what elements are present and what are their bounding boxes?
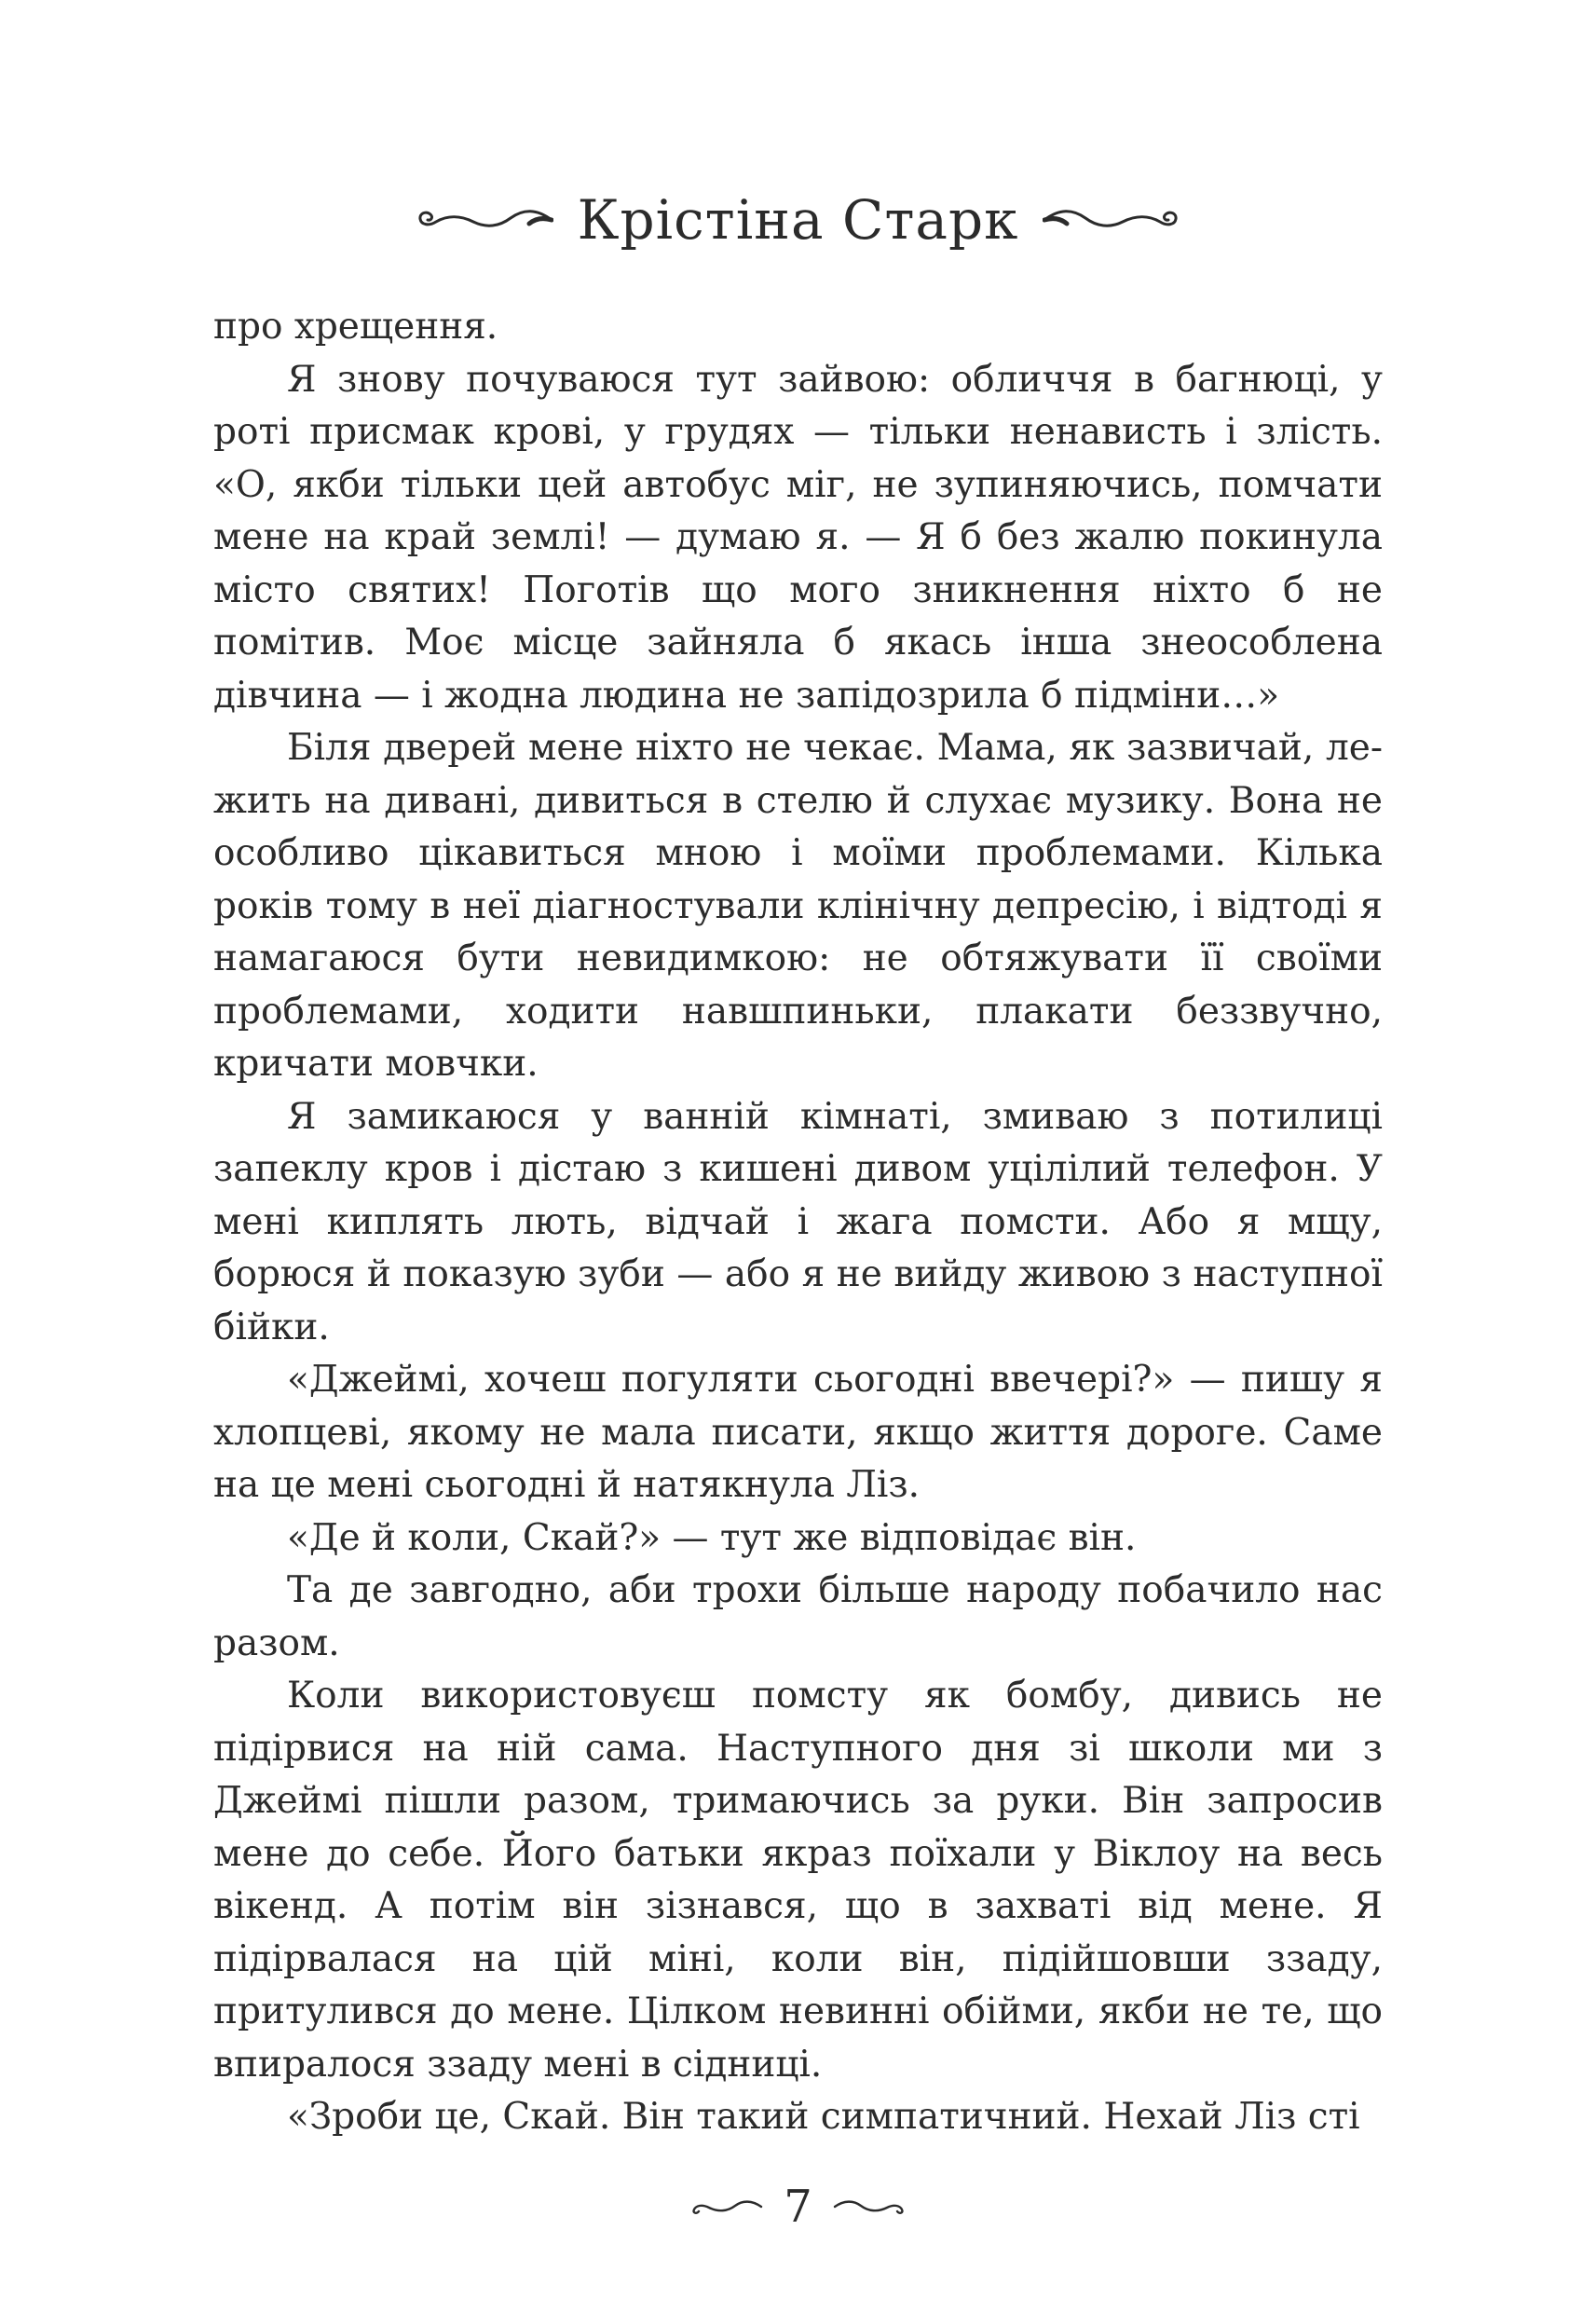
flourish-right-icon <box>1043 201 1182 239</box>
paragraph: Я замикаюся у ванній кімнаті, змиваю з потилиці запеклу кров і дістаю з кишені дивом уцілілий телефон. У мені киплять лють, відчай і жага помсти. Або я мщу, борюся й показую зуби — або я не вийду живою з наступної бійки. <box>213 1095 1383 1348</box>
paragraph: Та де завгодно, аби трохи більше народу побачило нас разом. <box>213 1569 1383 1664</box>
flourish-left-icon <box>414 201 553 239</box>
body-text <box>213 301 1383 2144</box>
paragraph: про хрещення. <box>213 306 498 348</box>
page-footer <box>0 2169 1596 2244</box>
page-number: 7 <box>784 2181 812 2233</box>
paragraph: «Джеймі, хочеш погуляти сьогодні ввечері?» — пишу я хлопцеві, якому не мала писати, якщо життя дороге. Саме на це мені сьогодні й натякнула Ліз. <box>213 1359 1383 1506</box>
running-head-title: Крістіна Старк <box>577 188 1019 252</box>
paragraph: «Зроби це, Скай. Він такий симпатичний. Нехай Ліз сті <box>287 2096 1360 2138</box>
paragraph: «Де й коли, Скай?» — тут же відповідає він. <box>287 1516 1137 1559</box>
folio-flourish-right-icon <box>833 2196 907 2218</box>
paragraph: Біля дверей мене ніхто не чекає. Мама, як зазвичай, лежить на дивані, дивиться в стелю й слухає музику. Вона не особливо цікавиться мною і моїми проблемами. Кілька років тому в неї діагностували клінічну депресію, і відтоді я намагаюся бути невидимкою: не обтяжувати її своїми проблемами, ходити навшпиньки, плакати беззвучно, кричати мовчки. <box>213 727 1383 1085</box>
folio-flourish-left-icon <box>689 2196 763 2218</box>
running-head <box>0 173 1596 267</box>
paragraph: Я знову почуваюся тут зайвою: обличчя в багнюці, у роті присмак крові, у грудях — тільки ненависть і злість. «О, якби тільки цей автобус міг, не зупиняючись, помчати мене на край землі! — думаю я. — Я б без жалю покинула місто святих! Поготів що мого зникнення ніхто б не помітив. Моє місце зайняла б якась інша знеособлена дівчина — і жодна людина не запідозрила б підміни…» <box>213 358 1383 717</box>
paragraph: Коли використовуєш помсту як бомбу, дивись не підірвися на ній сама. Наступного дня зі школи ми з Джеймі пішли разом, тримаючись за руки. Він запросив мене до себе. Його батьки якраз поїхали у Віклоу на весь вікенд. А потім він зізнався, що в захваті від мене. Я підірвалася на цій міні, коли він, підійшовши ззаду, притулився до мене. Цілком невинні обійми, якби не те, що впиралося ззаду мені в сідниці. <box>213 1675 1383 2086</box>
